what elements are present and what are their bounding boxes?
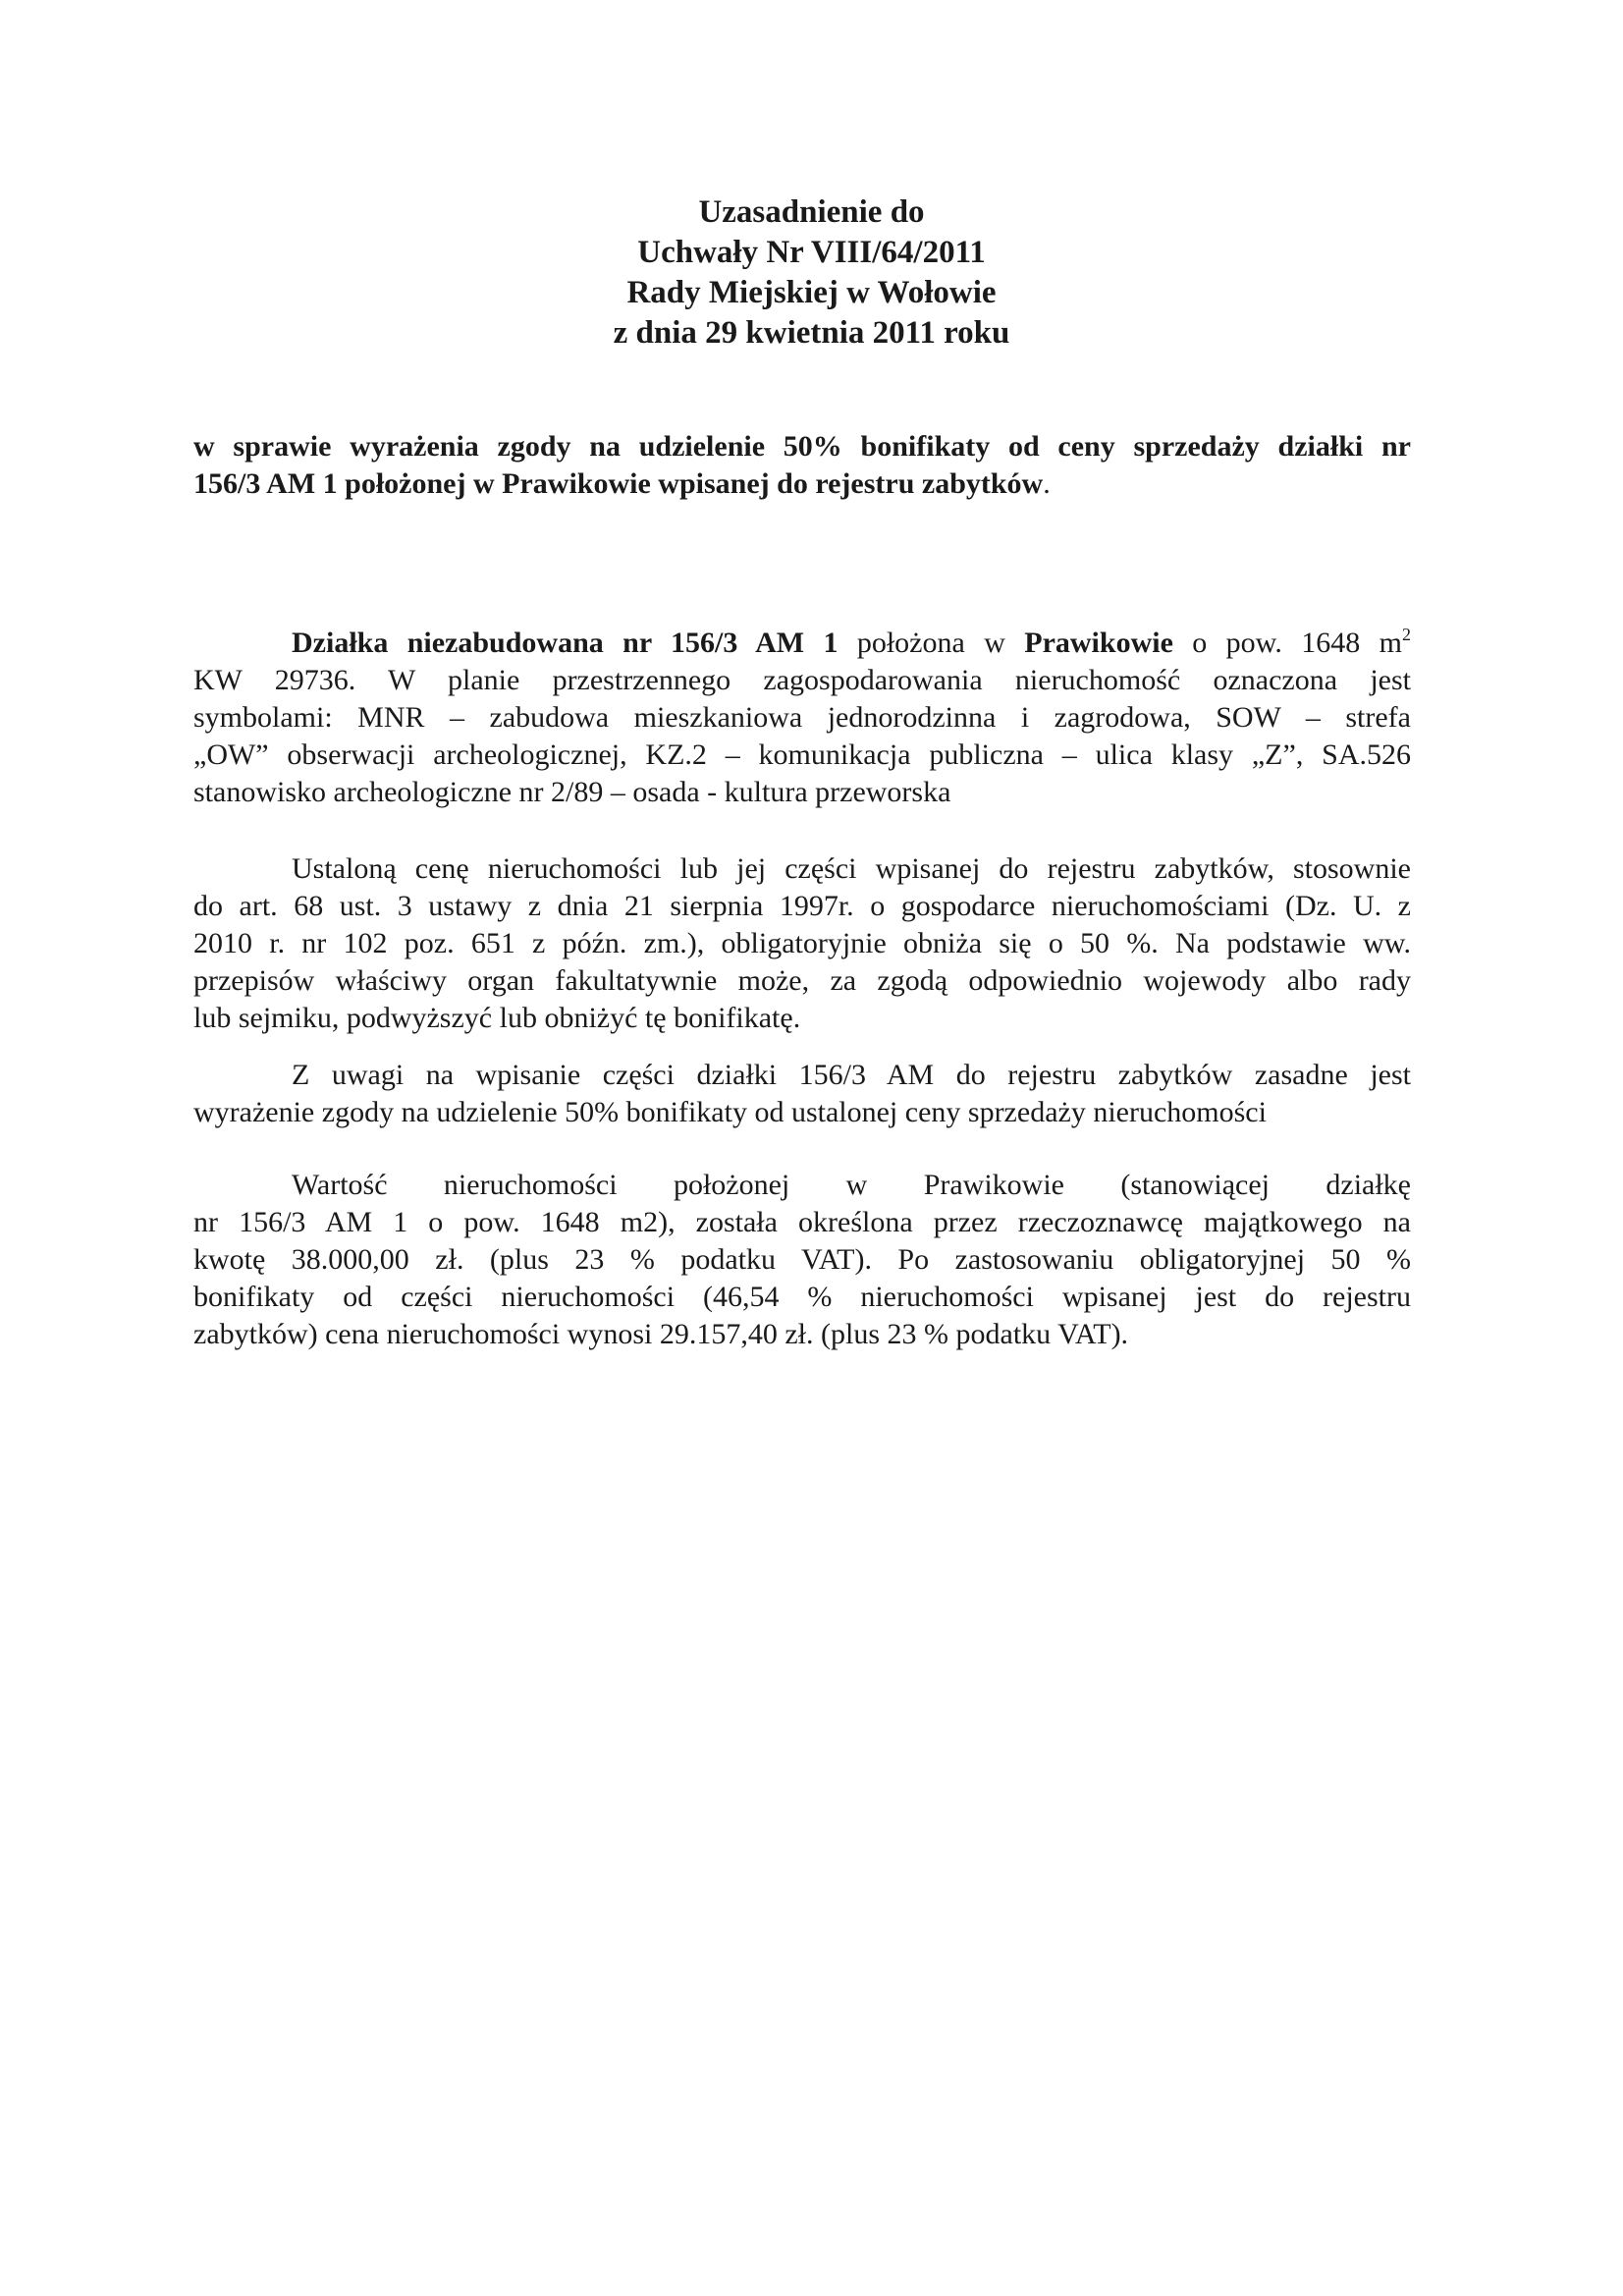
paragraph-1-line-3: symbolami: MNR – zabudowa mieszkaniowa jednorodzinna i zagrodowa, SOW – strefa bbox=[193, 701, 1411, 734]
plot-location: Prawikowie bbox=[1024, 627, 1173, 659]
subject-line-2-bold: 156/3 AM 1 położonej w Prawikowie wpisanej do rejestru zabytków bbox=[193, 467, 1044, 500]
header-council: Rady Miejskiej w Wołowie bbox=[626, 275, 997, 310]
plot-area: o pow. 1648 m bbox=[1172, 627, 1402, 659]
subject-line-1: w sprawie wyrażenia zgody na udzielenie 50% bonifikaty od ceny sprzedaży działki nr bbox=[193, 430, 1411, 463]
document-header bbox=[0, 192, 1623, 354]
paragraph-1-line-1 bbox=[193, 625, 1411, 662]
paragraph-2-line-1: Ustaloną cenę nieruchomości lub jej części wpisanej do rejestru zabytków, stosownie bbox=[292, 852, 1411, 885]
subject-line-2 bbox=[193, 465, 1411, 503]
paragraph-2-line-4: przepisów właściwy organ fakultatywnie może, za zgodą odpowiednio wojewody albo rady bbox=[193, 964, 1411, 997]
paragraph-legal-basis bbox=[193, 850, 1411, 1037]
paragraph-2-line-2: do art. 68 ust. 3 ustawy z dnia 21 sierpnia 1997r. o gospodarce nieruchomościami (Dz. U. z bbox=[193, 890, 1411, 922]
paragraph-2-line-5: lub sejmiku, podwyższyć lub obniżyć tę bonifikatę. bbox=[193, 1002, 801, 1034]
paragraph-1-line-2: KW 29736. W planie przestrzennego zagospodarowania nieruchomość oznaczona jest bbox=[193, 664, 1411, 696]
text-fragment: położona w bbox=[838, 627, 1025, 659]
header-resolution-number: Uchwały Nr VIII/64/2011 bbox=[637, 235, 986, 270]
paragraph-1-line-5: stanowisko archeologiczne nr 2/89 – osada - kultura przeworska bbox=[193, 776, 951, 808]
paragraph-4-line-1: Wartość nieruchomości położonej w Prawikowie (stanowiącej działkę bbox=[292, 1169, 1411, 1201]
paragraph-1-line-4: „OW” obserwacji archeologicznej, KZ.2 – komunikacja publiczna – ulica klasy „Z”, SA.526 bbox=[193, 738, 1411, 771]
header-date: z dnia 29 kwietnia 2011 roku bbox=[613, 315, 1010, 351]
plot-name: Działka niezabudowana nr 156/3 AM 1 bbox=[292, 627, 839, 659]
paragraph-4-line-4: bonifikaty od części nieruchomości (46,54 % nieruchomości wpisanej jest do rejestru bbox=[193, 1281, 1411, 1313]
paragraph-4-line-5: zabytków) cena nieruchomości wynosi 29.157,40 zł. (plus 23 % podatku VAT). bbox=[193, 1318, 1129, 1350]
subject-line-2-end: . bbox=[1043, 467, 1051, 500]
paragraph-justification bbox=[193, 1057, 1411, 1131]
paragraph-3-line-1: Z uwagi na wpisanie części działki 156/3 AM do rejestru zabytków zasadne jest bbox=[292, 1059, 1411, 1091]
paragraph-plot-description bbox=[193, 625, 1411, 811]
paragraph-2-line-3: 2010 r. nr 102 poz. 651 z późn. zm.), obligatoryjnie obniża się o 50 %. Na podstawie ww. bbox=[193, 927, 1411, 959]
area-unit-superscript: 2 bbox=[1402, 625, 1411, 644]
paragraph-3-line-2: wyrażenie zgody na udzielenie 50% bonifikaty od ustalonej ceny sprzedaży nieruchomości bbox=[193, 1096, 1267, 1128]
paragraph-4-line-2: nr 156/3 AM 1 o pow. 1648 m2), została określona przez rzeczoznawcę majątkowego na bbox=[193, 1206, 1411, 1238]
header-title: Uzasadnienie do bbox=[698, 194, 925, 230]
document-subject bbox=[193, 428, 1411, 503]
paragraph-4-line-3: kwotę 38.000,00 zł. (plus 23 % podatku VAT). Po zastosowaniu obligatoryjnej 50 % bbox=[193, 1243, 1411, 1276]
paragraph-valuation bbox=[193, 1167, 1411, 1353]
